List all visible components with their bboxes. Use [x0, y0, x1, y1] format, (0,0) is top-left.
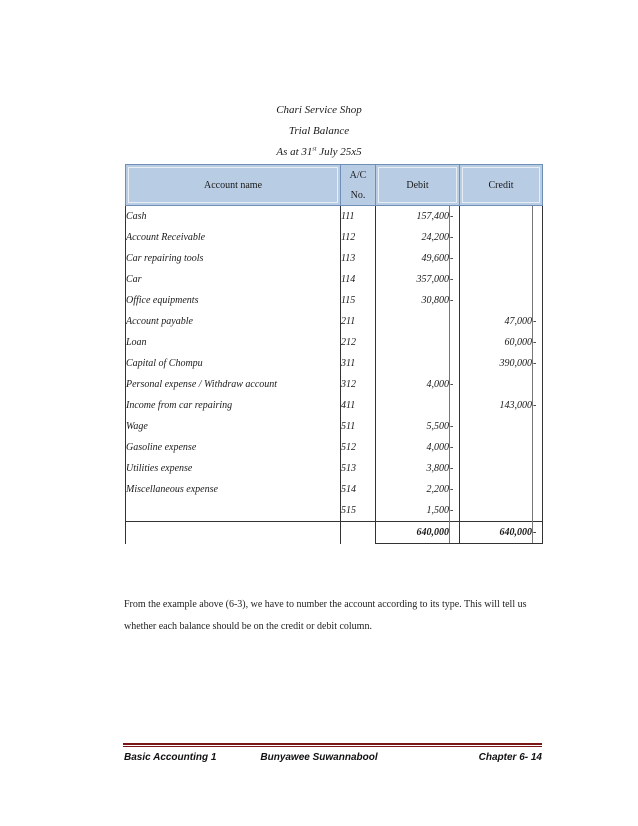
total-debit-dash — [450, 522, 460, 544]
header-debit: Debit — [376, 165, 460, 206]
header-ac-bottom: No. — [341, 185, 376, 206]
footer-author: Bunyawee Suwannabool — [260, 752, 378, 763]
table-row: Capital of Chompu 311 390,000 - — [126, 353, 543, 374]
total-no-cell — [341, 522, 376, 544]
header-account-name: Account name — [126, 165, 341, 206]
trial-balance-table — [125, 164, 543, 544]
table-row: Cash 111 157,400 - — [126, 206, 543, 228]
footer-course: Basic Accounting 1 — [124, 752, 217, 763]
date-prefix: As at 31 — [276, 146, 313, 158]
report-date — [0, 146, 638, 158]
table-row: Car repairing tools 113 49,600 - — [126, 248, 543, 269]
total-debit: 640,000 — [376, 522, 450, 544]
footer-page: Chapter 6- 14 — [478, 752, 542, 763]
total-row — [126, 522, 543, 544]
header-credit: Credit — [460, 165, 543, 206]
explanation-paragraph: From the example above (6-3), we have to number the account according to its type. This will tell us whether each balance should be on the credit or debit column. — [124, 599, 527, 632]
date-superscript: st — [312, 146, 317, 153]
total-name-cell — [126, 522, 341, 544]
total-credit: 640,000 — [460, 522, 533, 544]
table-row: Utilities expense 513 3,800 - — [126, 458, 543, 479]
table-row: Account Receivable 112 24,200 - — [126, 227, 543, 248]
footer-rule-thin — [123, 746, 542, 747]
table-row: Gasoline expense 512 4,000 - — [126, 437, 543, 458]
table-row: 515 1,500 - — [126, 500, 543, 522]
table-row: Account payable 211 47,000 - — [126, 311, 543, 332]
table-row: Wage 511 5,500 - — [126, 416, 543, 437]
total-credit-dash: - — [533, 522, 543, 544]
table-row: Loan 212 60,000 - — [126, 332, 543, 353]
table-body — [126, 206, 543, 544]
date-suffix: July 25x5 — [316, 146, 362, 158]
footer-rule-thick — [123, 743, 542, 745]
table-row: Personal expense / Withdraw account 312 4,000 - — [126, 374, 543, 395]
table-row: Office equipments 115 30,800 - — [126, 290, 543, 311]
shop-title: Chari Service Shop — [276, 104, 362, 116]
table-row: Car 114 357,000 - — [126, 269, 543, 290]
report-subtitle: Trial Balance — [288, 125, 350, 137]
table-row: Miscellaneous expense 514 2,200 - — [126, 479, 543, 500]
header-ac-top: A/C — [341, 165, 376, 186]
table-row: Income from car repairing 411 143,000 - — [126, 395, 543, 416]
